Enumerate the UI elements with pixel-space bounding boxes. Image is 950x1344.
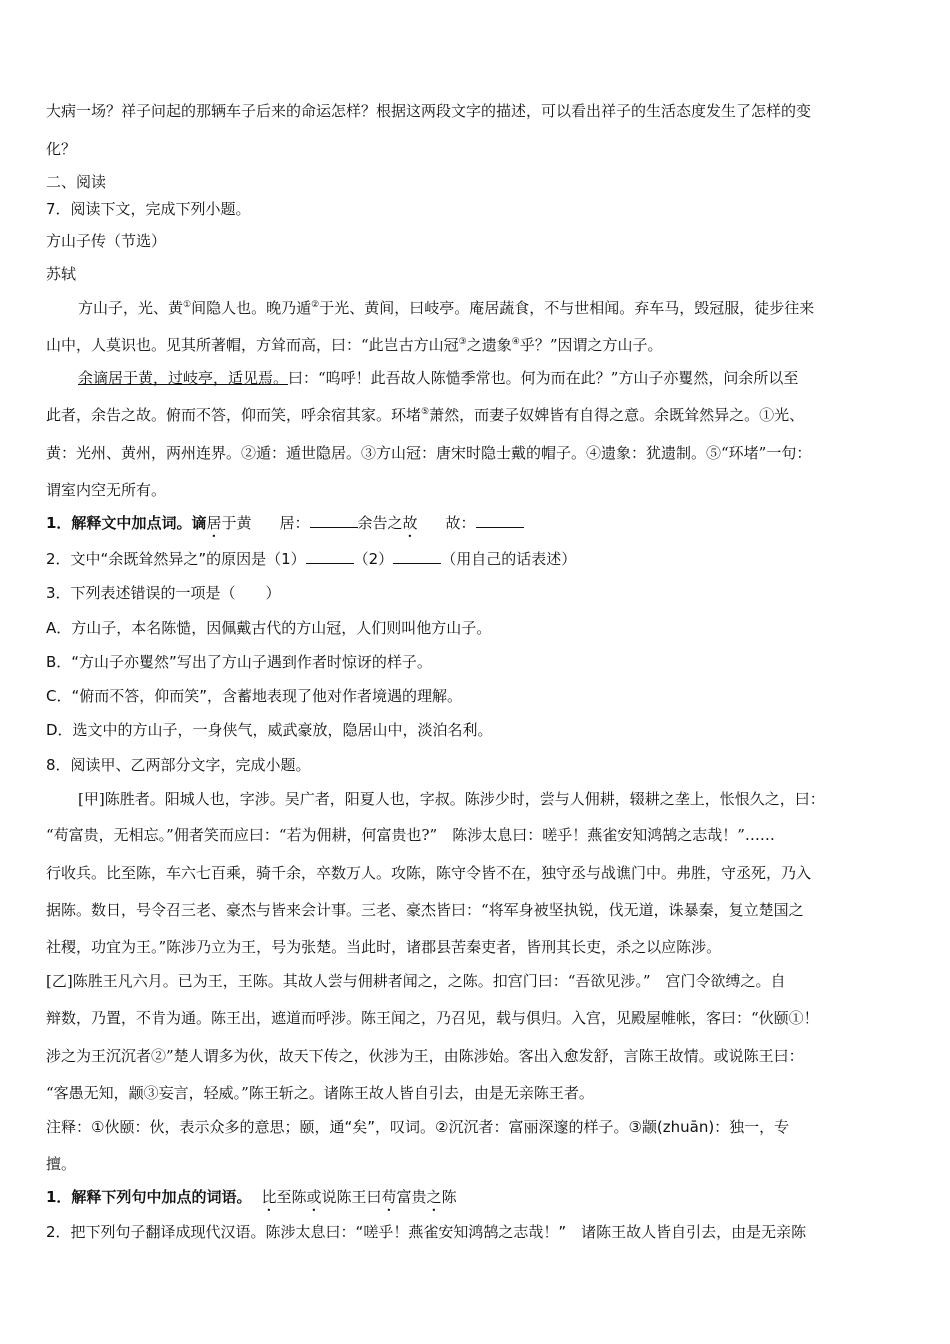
passage-line: [46, 900, 906, 920]
footnote-marker: ①: [183, 300, 192, 310]
footnote-text: 黄：光州、黄州，两州连界。②遁：遁世隐居。③方山冠：唐宋时隐士戴的帽子。④遗象：犹遗制。⑤“环堵”一句：: [46, 444, 812, 462]
question-7-prompt: [46, 199, 906, 219]
choice-c: [46, 686, 906, 706]
dotted-word: 故: [402, 514, 418, 532]
footnotes-line: [46, 480, 906, 500]
passage-text: 于光、黄间，曰岐亭。庵居蔬食，不与世相闻。弃车马，毁冠服，徒步往来: [319, 299, 815, 317]
annotation-line: [46, 1154, 906, 1174]
question-text: 至陈: [276, 1188, 307, 1206]
passage-text: 乎？”因谓之方山子。: [519, 336, 663, 354]
answer-blank[interactable]: [310, 513, 358, 528]
question-7-3: [46, 583, 906, 603]
section-heading: [46, 172, 906, 192]
passage-text: 曰：“呜呼！此吾故人陈慥季常也。何为而在此？”方山子亦矍然，问余所以至: [288, 369, 799, 387]
passage-text: 辩数，乃置，不肯为通。陈王出，遮道而呼涉。陈王闻之，乃召见，载与俱归。入宫，见殿屋帷帐，客曰：“伙颐①！: [46, 1009, 819, 1027]
passage-line: [46, 825, 906, 845]
question-8-prompt: [46, 755, 906, 775]
passage-author-text: 苏轼: [46, 265, 77, 283]
passage-text: [乙]陈胜王凡六月。已为王，王陈。其故人尝与佣耕者闻之，之陈。扣宫门曰：“吾欲见涉。” 宫门令欲缚之。自: [46, 972, 786, 990]
question-text: 富贵: [396, 1188, 427, 1206]
choice-d: [46, 720, 906, 740]
annotation-text: 注释：①伙颐：伙，表示众多的意思；颐，通“矣”，叹词。②沉沉者：富丽深邃的样子。③颛(zhuān)：独一，专: [46, 1118, 790, 1136]
question-text: （2）: [353, 550, 394, 568]
passage-line: [46, 1046, 906, 1066]
question-7-2: [46, 549, 906, 569]
answer-blank[interactable]: [393, 549, 441, 564]
answer-blank[interactable]: [476, 513, 524, 528]
annotation-text: 擅。: [46, 1155, 77, 1173]
dotted-word: 居: [206, 514, 222, 532]
question-text: 2．文中“余既耸然异之”的原因是（1）: [46, 550, 306, 568]
choice-b: [46, 652, 906, 672]
footnote-marker: ⑤: [421, 407, 430, 417]
choice-a: [46, 618, 906, 638]
passage-line: [46, 405, 906, 425]
passage-line: [78, 368, 906, 388]
choice-text: B．“方山子亦矍然”写出了方山子遇到作者时惊讶的样子。: [46, 653, 432, 671]
footnote-marker: ③: [458, 337, 467, 347]
passage-line: [46, 971, 906, 991]
passage-line: [78, 298, 906, 318]
question-text: 余告之: [357, 514, 403, 532]
question-prompt-text: 7．阅读下文，完成下列小题。: [46, 200, 251, 218]
passage-line: [46, 1008, 906, 1028]
dotted-word: 比: [261, 1188, 277, 1206]
passage-line: [46, 335, 906, 355]
passage-text: 社稷，功宜为王。”陈涉乃立为王，号为张楚。当此时，诸郡县苦秦吏者，皆刑其长吏，杀之以应陈涉。: [46, 938, 722, 956]
passage-title-text: 方山子传（节选）: [46, 232, 167, 250]
question-text: 于黄: [221, 514, 252, 532]
underlined-sentence: 余谪居于黄，过岐亭，适见焉。: [78, 369, 289, 387]
question-text: 说陈王曰: [321, 1188, 382, 1206]
choice-text: A．方山子，本名陈慥，因佩戴古代的方山冠，人们则叫他方山子。: [46, 619, 492, 637]
question-text: 1．解释文中加点词。谪: [46, 514, 207, 532]
question-text: 陈: [441, 1188, 457, 1206]
footnote-marker: ②: [311, 300, 320, 310]
passage-text: 萧然，而妻子奴婢皆有自得之意。余既耸然异之。①光、: [429, 406, 805, 424]
prior-question-text: 化？: [46, 140, 77, 158]
answer-label: 居：: [279, 514, 310, 532]
question-text: 1．解释下列句中加点的词语。: [46, 1188, 252, 1206]
passage-line: [46, 937, 906, 957]
choice-text: C．“俯而不答，仰而笑”，含蓄地表现了他对作者境遇的理解。: [46, 687, 463, 705]
question-7-1: [46, 513, 906, 541]
dotted-word: 之: [426, 1188, 442, 1206]
answer-blank[interactable]: [306, 549, 354, 564]
passage-line: [78, 789, 906, 809]
text-line: [46, 101, 906, 121]
passage-author: [46, 264, 906, 284]
passage-text: 涉之为王沉沉者②”楚人谓多为伙，故天下传之，伙涉为王，由陈涉始。客出入愈发舒，言陈王故情。或说陈王曰：: [46, 1047, 804, 1065]
passage-title: [46, 231, 906, 251]
passage-text: 据陈。数日，号令召三老、豪杰与皆来会计事。三老、豪杰皆曰：“将军身被坚执锐，伐无道，诛暴秦，复立楚国之: [46, 901, 804, 919]
question-text: 3．下列表述错误的一项是（ ）: [46, 584, 281, 602]
question-8-2: [46, 1222, 906, 1242]
passage-text: 此者，余告之故。俯而不答，仰而笑，呼余宿其家。环堵: [46, 406, 422, 424]
prior-question-text: 大病一场？祥子问起的那辆车子后来的命运怎样？根据这两段文字的描述，可以看出祥子的生活态度发生了怎样的变: [46, 102, 812, 120]
passage-text: 间隐人也。晚乃遁: [191, 299, 312, 317]
passage-text: 山中，人莫识也。见其所著帽，方耸而高，曰：“此岂古方山冠: [46, 336, 459, 354]
passage-line: [46, 1083, 906, 1103]
question-prompt-text: 8．阅读甲、乙两部分文字，完成小题。: [46, 756, 311, 774]
passage-text: “客愚无知，颛③妄言，轻威。”陈王斩之。诸陈王故人皆自引去，由是无亲陈王者。: [46, 1084, 594, 1102]
passage-text: 方山子，光、黄: [78, 299, 184, 317]
passage-text: “苟富贵，无相忘。”佣者笑而应曰：“若为佣耕，何富贵也?” 陈涉太息曰：嗟乎！燕雀安知鸿鹄之志哉！”……: [46, 826, 775, 844]
footnotes-line: [46, 443, 906, 463]
passage-line: [46, 863, 906, 883]
dotted-word: 苟: [381, 1188, 397, 1206]
section-heading-text: 二、阅读: [46, 173, 107, 191]
answer-label: 故：: [445, 514, 476, 532]
choice-text: D．选文中的方山子，一身侠气，威武豪放，隐居山中，淡泊名利。: [46, 721, 493, 739]
annotation-line: [46, 1117, 906, 1137]
dotted-word: 或: [306, 1188, 322, 1206]
footnote-text: 谓室内空无所有。: [46, 481, 167, 499]
passage-text: [甲]陈胜者。阳城人也，字涉。吴广者，阳夏人也，字叔。陈涉少时，尝与人佣耕，辍耕之垄上，怅恨久之，曰：: [78, 790, 825, 808]
passage-text: 之遗象: [466, 336, 512, 354]
question-8-1: [46, 1187, 906, 1215]
text-line: [46, 139, 906, 159]
question-text: （用自己的话表述）: [441, 550, 577, 568]
question-text: 2．把下列句子翻译成现代汉语。陈涉太息曰：“嗟乎！燕雀安知鸿鹄之志哉！” 诸陈王故人皆自引去，由是无亲陈: [46, 1223, 807, 1241]
passage-text: 行收兵。比至陈，车六七百乘，骑千余，卒数万人。攻陈，陈守令皆不在，独守丞与战谯门中。弗胜，守丞死，乃入: [46, 864, 812, 882]
footnote-marker: ④: [511, 337, 520, 347]
